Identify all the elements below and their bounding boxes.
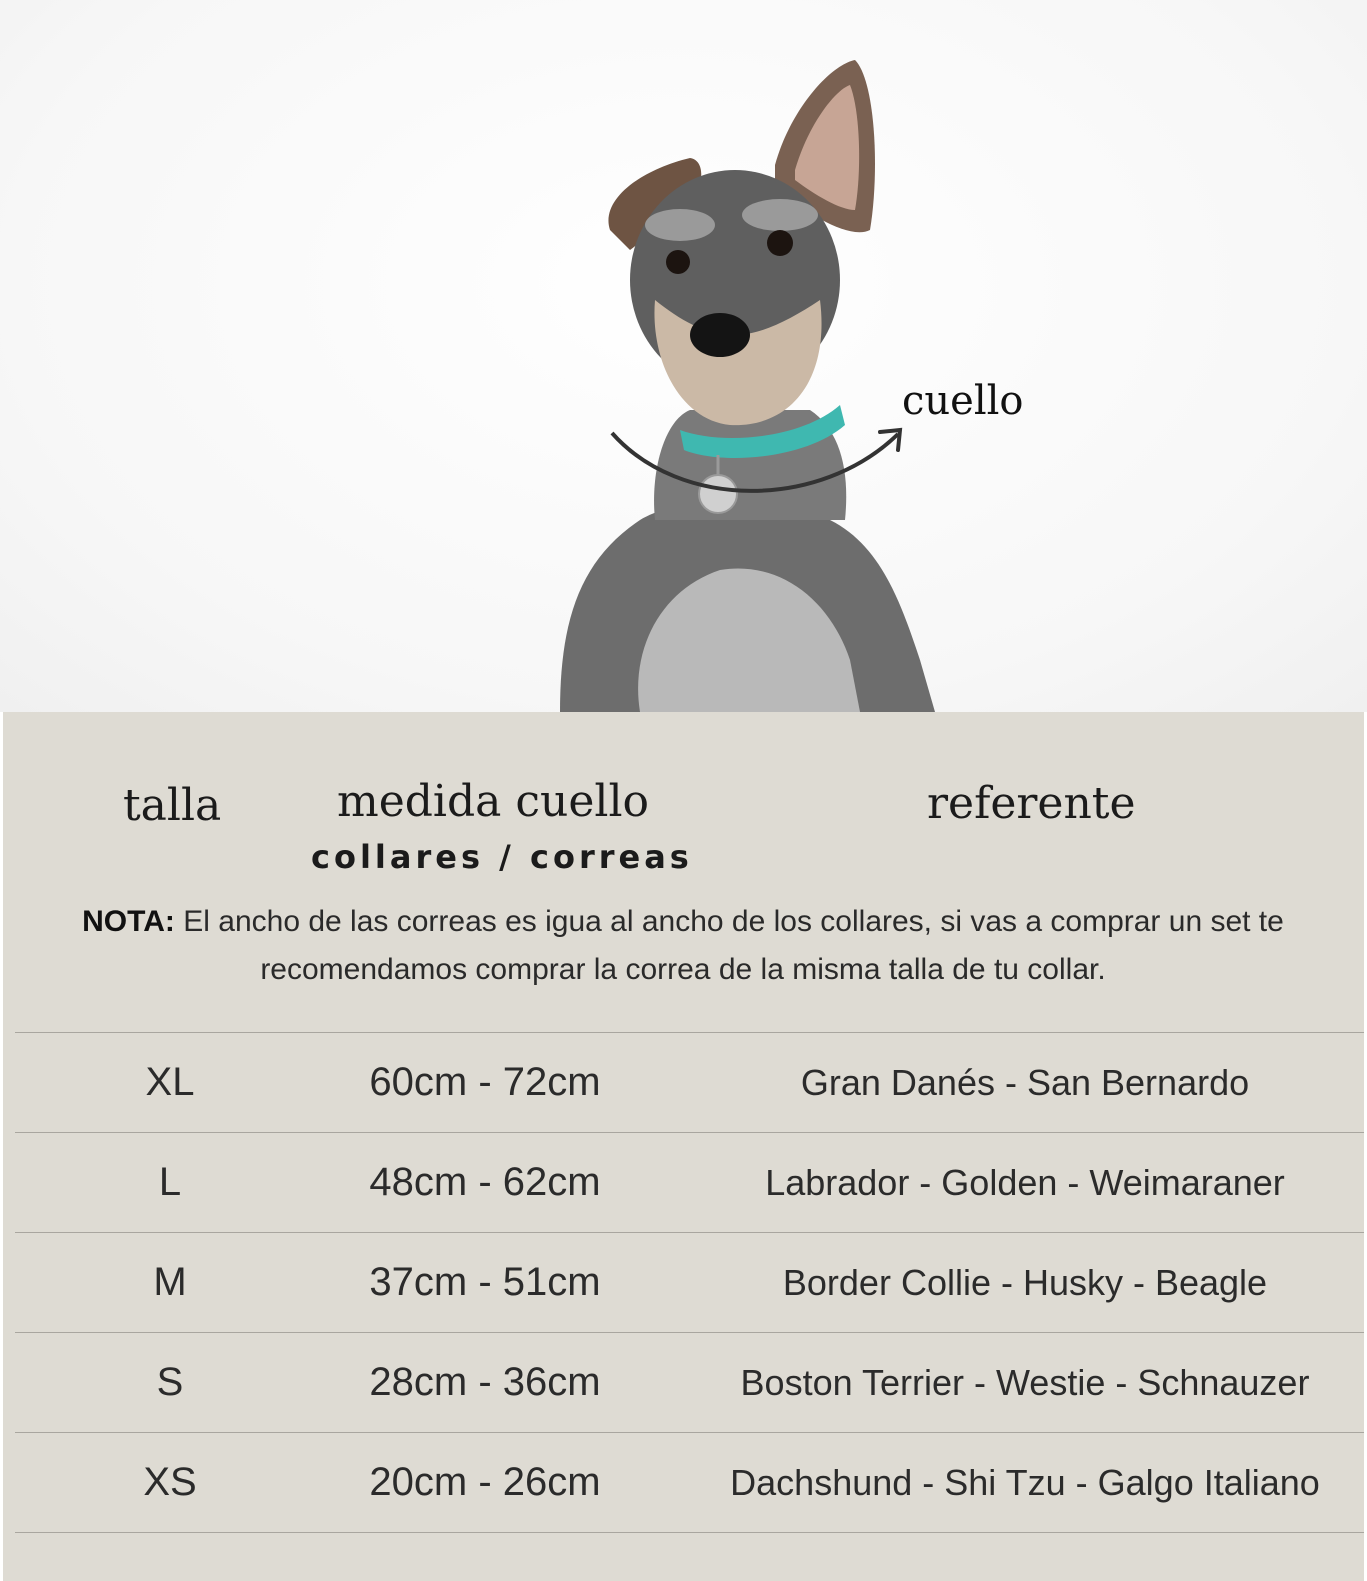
header-neck-measure-sub: collares / correas (311, 838, 693, 876)
table-row (15, 1332, 1364, 1432)
header-size: talla (123, 780, 222, 831)
header-reference: referente (927, 778, 1136, 829)
table-row (15, 1432, 1364, 1533)
size-cell: XL (145, 1060, 195, 1104)
dog-illustration (0, 0, 1367, 712)
measure-cell: 20cm - 26cm (369, 1460, 601, 1504)
dog-photo (0, 0, 1367, 712)
measure-cell: 37cm - 51cm (369, 1260, 601, 1304)
header-neck-measure: medida cuello (337, 776, 650, 827)
reference-cell: Boston Terrier - Westie - Schnauzer (740, 1362, 1310, 1403)
table-row (15, 1032, 1364, 1132)
dog-nose (690, 313, 750, 357)
dog-tag (699, 475, 737, 513)
note-text: El ancho de las correas es igua al ancho de los collares, si vas a comprar un set te recomendamos comprar la correa de la misma talla de tu collar. (183, 905, 1284, 986)
note-label: NOTA: (82, 905, 175, 938)
size-cell: S (156, 1360, 184, 1404)
dog-left-eye (666, 250, 690, 274)
dog-left-brow (645, 209, 715, 241)
table-row (15, 1132, 1364, 1232)
reference-cell: Gran Danés - San Bernardo (800, 1062, 1250, 1103)
size-chart-panel (3, 712, 1364, 1581)
size-cell: L (158, 1160, 182, 1204)
note (33, 898, 1333, 994)
measure-cell: 60cm - 72cm (369, 1060, 601, 1104)
measure-cell: 28cm - 36cm (369, 1360, 601, 1404)
measure-cell: 48cm - 62cm (369, 1160, 601, 1204)
table-row (15, 1232, 1364, 1332)
dog-right-brow (742, 199, 818, 231)
neck-label: cuello (902, 378, 1024, 424)
reference-cell: Labrador - Golden - Weimaraner (765, 1162, 1285, 1203)
reference-cell: Dachshund - Shi Tzu - Galgo Italiano (730, 1462, 1320, 1503)
dog-right-eye (767, 230, 793, 256)
size-cell: M (153, 1260, 187, 1304)
size-cell: XS (143, 1460, 197, 1504)
reference-cell: Border Collie - Husky - Beagle (782, 1262, 1268, 1303)
size-table (15, 1032, 1364, 1533)
